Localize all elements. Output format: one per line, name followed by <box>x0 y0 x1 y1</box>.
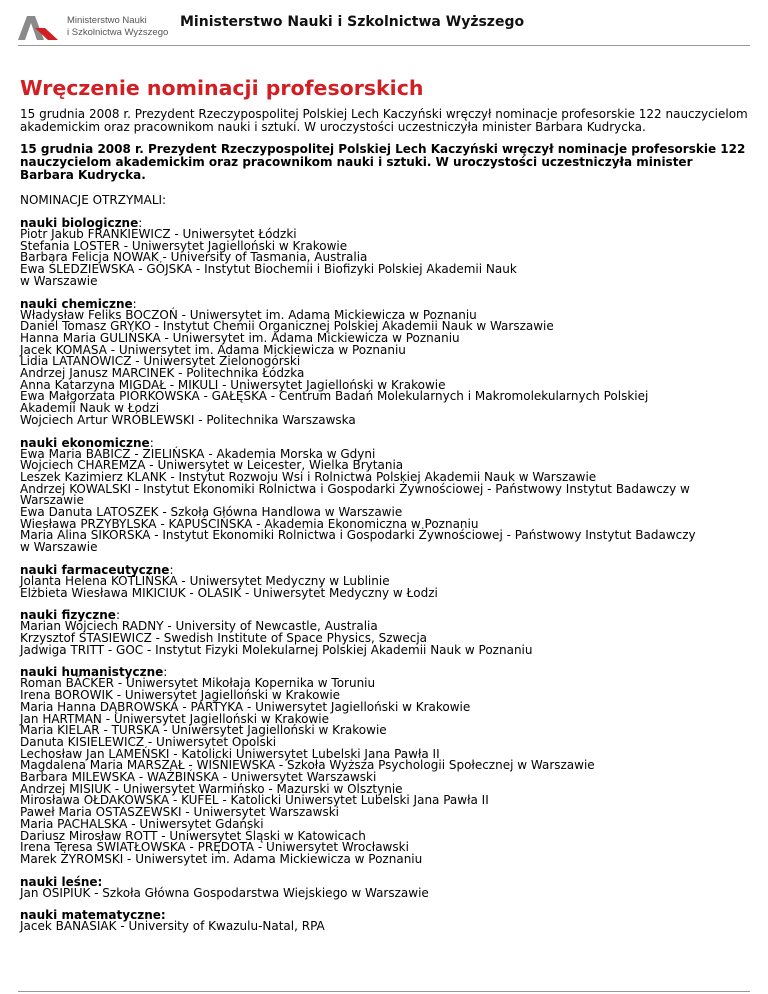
discipline-section <box>20 876 750 900</box>
nominee-entry: Jadwiga TRITT - GOC - Instytut Fizyki Molekularnej Polskiej Akademii Nauk w Poznaniu <box>20 642 533 657</box>
nominee-entry: Anna Katarzyna MIGDAŁ - MIKULI - Uniwersytet Jagielloński w Krakowie <box>20 377 446 392</box>
discipline-section <box>20 217 750 288</box>
nominee-entry: Piotr Jakub FRANKIEWICZ - Uniwersytet Łódzki <box>20 227 297 241</box>
footer-divider <box>18 991 750 992</box>
page-header <box>18 12 748 44</box>
nominee-entry: Ewa ŚLEDZIEWSKA - GÓJSKA - Instytut Biochemii i Biofizyki Polskiej Akademii Nauk <box>20 262 517 277</box>
discipline-separator: : <box>138 216 143 230</box>
nominee-entry: Maria KIELAR - TURSKA - Uniwersytet Jagielloński w Krakowie <box>20 723 387 738</box>
nominee-entry: Akademii Nauk w Łodzi <box>20 401 160 416</box>
discipline-name: nauki leśne: <box>20 874 103 889</box>
discipline-section <box>20 564 750 599</box>
nominee-entry: Barbara Felicja NOWAK - University of Tasmania, Australia <box>20 250 368 265</box>
nominee-entry: Jan HARTMAN - Uniwersytet Jagielloński w Krakowie <box>20 711 330 726</box>
discipline-separator: : <box>149 435 154 450</box>
nominee-entry: w Warszawie <box>20 273 98 288</box>
nominee-entry: Jolanta Helena KOTLIŃSKA - Uniwersytet Medyczny w Lublinie <box>20 573 390 588</box>
logo-text-line1: Ministerstwo Nauki <box>67 15 147 26</box>
nominee-entry: Maria Hanna DĄBROWSKA - PARTYKA - Uniwersytet Jagielloński w Krakowie <box>20 699 471 714</box>
discipline-separator: : <box>115 608 120 623</box>
nominee-entry: Ewa Danuta LATOSZEK - Szkoła Główna Handlowa w Warszawie <box>20 505 403 520</box>
nominee-entry: Marek ŻYROMSKI - Uniwersytet im. Adama Mickiewicza w Poznaniu <box>20 851 423 866</box>
nominee-entry: Krzysztof STASIEWICZ - Swedish Institute of Space Physics, Szwecja <box>20 630 428 645</box>
discipline-name: nauki ekonomiczne <box>20 435 150 450</box>
discipline-section <box>20 437 750 554</box>
nominee-entry: Warszawie <box>20 493 84 508</box>
nominee-entry: Wiesława PRZYBYLSKA - KAPUŚCIŃSKA - Akademia Ekonomiczna w Poznaniu <box>20 516 479 531</box>
nominee-entry: Hanna Maria GULIŃSKA - Uniwersytet im. Adama Mickiewicza w Poznaniu <box>20 330 460 345</box>
nominee-entry: Stefania LOSTER - Uniwersytet Jagielloński w Krakowie <box>20 238 348 253</box>
nominee-entry: Wojciech Artur WRÓBLEWSKI - Politechnika Warszawska <box>20 412 356 427</box>
nominee-entry: Maria PACHALSKA - Uniwersytet Gdański <box>20 816 264 831</box>
nominee-entry: Andrzej KOWALSKI - Instytut Ekonomiki Rolnictwa i Gospodarki Żywnościowej - Państwowy Instytut Badawczy w <box>20 481 690 496</box>
nominee-entry: Maria Alina SIKORSKA - Instytut Ekonomiki Rolnictwa i Gospodarki Żywnościowej - Państwowy Instytut Badawczy <box>20 528 696 543</box>
discipline-section <box>20 909 750 933</box>
nominee-entry: Lidia LATANOWICZ - Uniwersytet Zielonogórski <box>20 354 301 369</box>
discipline-section <box>20 666 750 865</box>
discipline-name: nauki matematyczne: <box>20 908 166 923</box>
nominee-entry: Ewa Małgorzata PIÓRKOWSKA - GAŁĘSKA - Centrum Badań Molekularnych i Makromolekularnych Polskiej <box>20 389 649 404</box>
nominee-entry: Magdalena Maria MARSZAŁ - WIŚNIEWSKA - Szkoła Wyższa Psychologii Społecznej w Warszawie <box>20 758 595 773</box>
discipline-section <box>20 609 750 656</box>
nominee-entry: Dariusz Mirosław ROTT - Uniwersytet Śląski w Katowicach <box>20 828 366 843</box>
nominee-entry: Ewa Maria BABICZ - ZIELIŃSKA - Akademia Morska w Gdyni <box>20 446 376 461</box>
nominee-entry: Irena BOROWIK - Uniwersytet Jagielloński w Krakowie <box>20 688 341 703</box>
logo-text-line2: i Szkolnictwa Wyższego <box>67 27 169 38</box>
discipline-separator: : <box>163 665 168 680</box>
nominee-entry: Leszek Kazimierz KLANK - Instytut Rozwoju Wsi i Rolnictwa Polskiej Akademii Nauk w Warszawie <box>20 469 597 484</box>
nominations-list <box>20 217 750 933</box>
ministry-logo[interactable] <box>18 14 178 42</box>
nominee-entry: Barbara MILEWSKA - WAŹBIŃSKA - Uniwersytet Warszawski <box>20 770 377 785</box>
discipline-separator: : <box>169 562 174 577</box>
nominee-entry: Andrzej Janusz MARCINEK - Politechnika Łódzka <box>20 366 305 381</box>
nominee-entry: Danuta KISIELEWICZ - Uniwersytet Opolski <box>20 734 277 749</box>
nominee-entry: Jacek KOMASA - Uniwersytet im. Adama Mickiewicza w Poznaniu <box>20 342 406 357</box>
nominee-entry: Lechosław Jan LAMEŃSKI - Katolicki Uniwersytet Lubelski Jana Pawła II <box>20 746 440 761</box>
discipline-name: nauki humanistyczne <box>20 665 164 680</box>
nominee-entry: Jan OSIPIUK - Szkoła Główna Gospodarstwa Wiejskiego w Warszawie <box>20 885 429 900</box>
nominee-entry: Wojciech CHAREMZA - Uniwersytet w Leicester, Wielka Brytania <box>20 458 404 473</box>
discipline-name: nauki biologiczne <box>20 216 139 230</box>
nominee-entry: Jacek BANASIAK - University of Kwazulu-Natal, RPA <box>20 919 325 934</box>
discipline-name: nauki fizyczne <box>20 608 116 623</box>
nominee-entry: Marian Wojciech RADNY - University of Newcastle, Australia <box>20 619 378 634</box>
article-title: Wręczenie nominacji profesorskich <box>20 76 424 100</box>
nominee-entry: Mirosława OŁDAKOWSKA - KUFEL - Katolicki Uniwersytet Lubelski Jana Pawła II <box>20 793 489 808</box>
discipline-section <box>20 298 750 427</box>
nominee-entry: Andrzej MISIUK - Uniwersytet Warmińsko - Mazurski w Olsztynie <box>20 781 403 796</box>
nominee-entry: Władysław Feliks BOCZOŃ - Uniwersytet im. Adama Mickiewicza w Poznaniu <box>20 307 477 322</box>
article-lead-bold: 15 grudnia 2008 r. Prezydent Rzeczypospolitej Polskiej Lech Kaczyński wręczył nominacje profesorskie 122 nauczycielom akademickim oraz pracownikom nauki i sztuki. W uroczystości uczestniczyła minister Barbara Kudrycka. <box>20 142 746 182</box>
discipline-name: nauki chemiczne <box>20 296 133 311</box>
article <box>20 76 750 933</box>
nominee-entry: Roman BÄCKER - Uniwersytet Mikołaja Kopernika w Toruniu <box>20 676 376 691</box>
site-title: Ministerstwo Nauki i Szkolnictwa Wyższego <box>180 14 525 30</box>
header-divider <box>18 45 750 46</box>
nominee-entry: Irena Teresa ŚWIATŁOWSKA - PRĘDOTA - Uniwersytet Wrocławski <box>20 840 409 855</box>
nominee-entry: Paweł Maria OSTASZEWSKI - Uniwersytet Warszawski <box>20 805 340 820</box>
nominee-entry: w Warszawie <box>20 540 98 555</box>
logo-text <box>67 15 168 39</box>
discipline-separator: : <box>132 296 137 311</box>
ministry-logo-icon <box>18 14 58 42</box>
nominations-heading: NOMINACJE OTRZYMALI: <box>20 193 167 207</box>
nominee-entry: Elżbieta Wiesława MIKICIUK - OLASIK - Uniwersytet Medyczny w Łodzi <box>20 585 438 600</box>
discipline-name: nauki farmaceutyczne <box>20 562 170 577</box>
article-lead: 15 grudnia 2008 r. Prezydent Rzeczypospolitej Polskiej Lech Kaczyński wręczył nominacje profesorskie 122 nauczycielom akademickim oraz pracownikom nauki i sztuki. W uroczystości uczestniczyła minister Barbara Kudrycka. <box>20 107 748 134</box>
nominee-entry: Daniel Tomasz GRYKO - Instytut Chemii Organicznej Polskiej Akademii Nauk w Warszawie <box>20 319 554 334</box>
